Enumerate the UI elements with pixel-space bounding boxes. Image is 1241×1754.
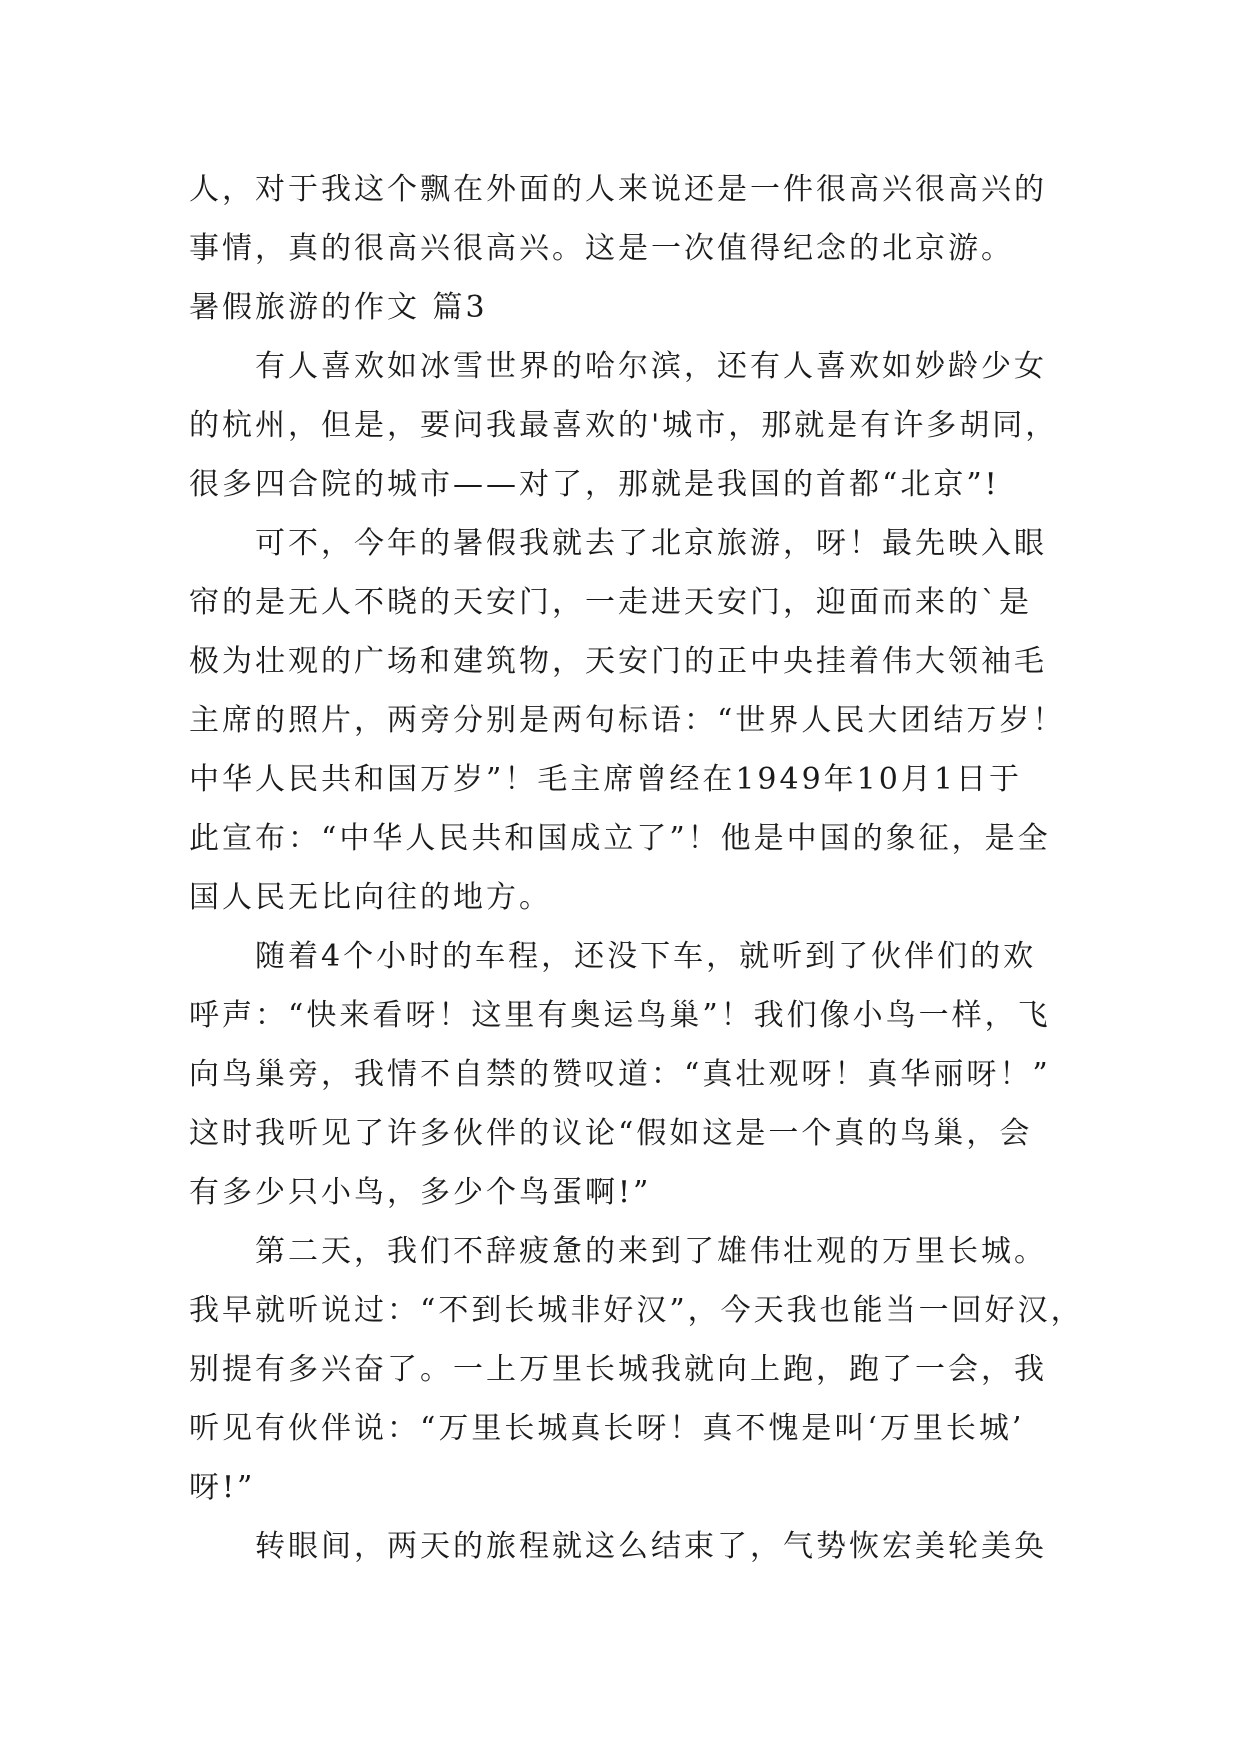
text-line: 呼声：“快来看呀！这里有奥运鸟巢”！我们像小鸟一样，飞 bbox=[189, 998, 1051, 1033]
text-line: 呀!” bbox=[189, 1470, 256, 1505]
paragraph-start: 随着4个小时的车程，还没下车，就听到了伙伴们的欢 bbox=[255, 939, 1037, 974]
text-line: 很多四合院的城市——对了，那就是我国的首都“北京”! bbox=[189, 467, 1000, 502]
text-line: 这时我听见了许多伙伴的议论“假如这是一个真的鸟巢，会 bbox=[189, 1116, 1033, 1151]
text-line: 的杭州，但是，要问我最喜欢的'城市，那就是有许多胡同， bbox=[189, 408, 1059, 443]
text-line: 听见有伙伴说：“万里长城真长呀！真不愧是叫‘万里长城’ bbox=[189, 1411, 1025, 1446]
paragraph-start: 可不，今年的暑假我就去了北京旅游，呀！最先映入眼 bbox=[255, 526, 1047, 561]
paragraph-start: 有人喜欢如冰雪世界的哈尔滨，还有人喜欢如妙龄少女 bbox=[255, 349, 1047, 384]
text-line: 中华人民共和国万岁”！毛主席曾经在1949年10月1日于 bbox=[189, 762, 1022, 797]
text-line: 我早就听说过：“不到长城非好汉”，今天我也能当一回好汉， bbox=[189, 1293, 1084, 1328]
text-line: 事情，真的很高兴很高兴。这是一次值得纪念的北京游。 bbox=[189, 231, 1014, 266]
text-line: 帘的是无人不晓的天安门，一走进天安门，迎面而来的`是 bbox=[189, 585, 1032, 620]
text-line: 向鸟巢旁，我情不自禁的赞叹道：“真壮观呀！真华丽呀！” bbox=[189, 1057, 1051, 1092]
text-line: 极为壮观的广场和建筑物，天安门的正中央挂着伟大领袖毛 bbox=[189, 644, 1047, 679]
paragraph-start: 转眼间，两天的旅程就这么结束了，气势恢宏美轮美奂 bbox=[255, 1529, 1047, 1564]
text-line: 有多少只小鸟，多少个鸟蛋啊!” bbox=[189, 1175, 652, 1210]
essay-text bbox=[189, 160, 1084, 1576]
text-line: 主席的照片，两旁分别是两句标语：“世界人民大团结万岁！ bbox=[189, 703, 1066, 738]
paragraph-start: 第二天，我们不辞疲惫的来到了雄伟壮观的万里长城。 bbox=[255, 1234, 1047, 1269]
text-line: 国人民无比向往的地方。 bbox=[189, 880, 552, 915]
text-line: 人，对于我这个飘在外面的人来说还是一件很高兴很高兴的 bbox=[189, 172, 1047, 207]
text-line: 此宣布：“中华人民共和国成立了”！他是中国的象征，是全 bbox=[189, 821, 1051, 856]
text-line: 别提有多兴奋了。一上万里长城我就向上跑，跑了一会，我 bbox=[189, 1352, 1047, 1387]
section-heading: 暑假旅游的作文 篇3 bbox=[189, 290, 488, 325]
